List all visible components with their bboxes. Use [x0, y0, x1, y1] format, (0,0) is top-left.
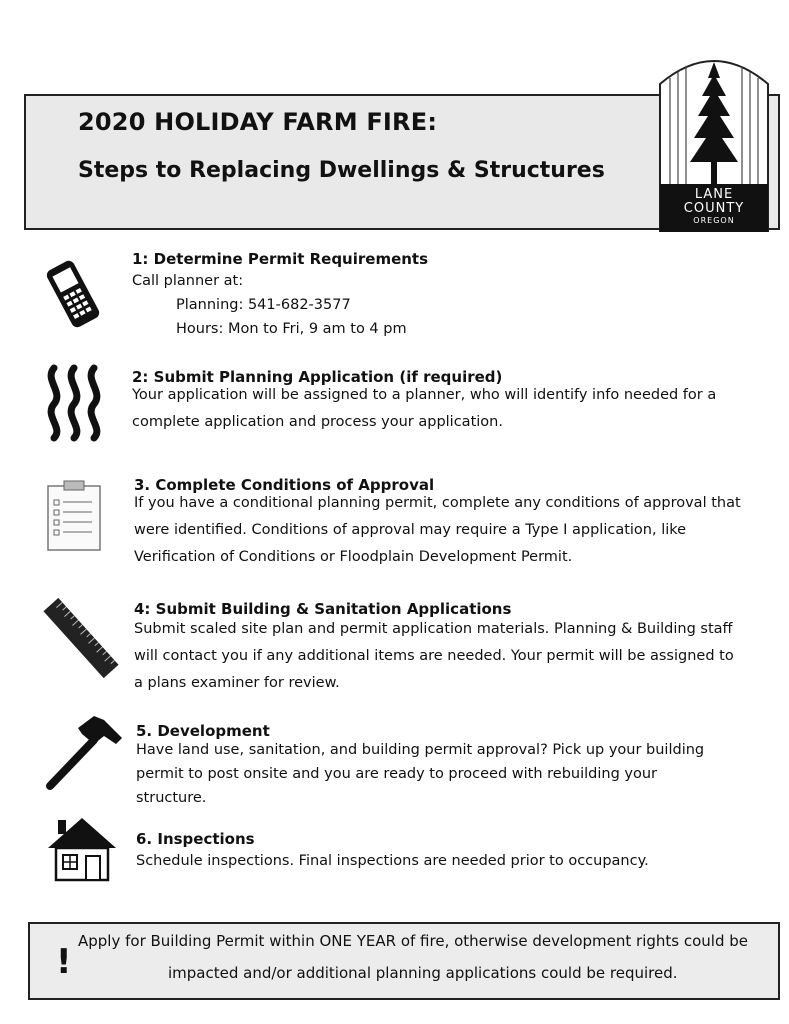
step-3-line: If you have a conditional planning permit, complete any conditions of approval that: [134, 495, 741, 511]
step-3-title: 3. Complete Conditions of Approval: [134, 476, 435, 494]
logo-oregon: OREGON: [693, 216, 735, 225]
step-5-line: permit to post onsite and you are ready to proceed with rebuilding your: [136, 766, 658, 782]
warning-mark: !: [56, 942, 72, 982]
step-5-title: 5. Development: [136, 722, 270, 740]
page-title: 2020 HOLIDAY FARM FIRE:: [78, 108, 438, 136]
step-6-title: 6. Inspections: [136, 830, 255, 848]
step-6-line: Schedule inspections. Final inspections are needed prior to occupancy.: [136, 853, 649, 869]
step-4-line: Submit scaled site plan and permit application materials. Planning & Building staff: [134, 621, 733, 637]
step-3-line: Verification of Conditions or Floodplain Development Permit.: [134, 549, 573, 565]
step-4-line: a plans examiner for review.: [134, 675, 340, 691]
house-icon: [46, 814, 118, 884]
planning-hours: Hours: Mon to Fri, 9 am to 4 pm: [176, 321, 407, 337]
lane-county-logo: [658, 44, 770, 232]
step-1-title: 1: Determine Permit Requirements: [132, 250, 429, 268]
heat-waves-icon: [40, 362, 108, 442]
deadline-notice: [28, 922, 780, 1000]
notice-line-1: Apply for Building Permit within ONE YEAR of fire, otherwise development rights could be: [78, 932, 748, 950]
step-2-line: complete application and process your application.: [132, 414, 503, 430]
page-subtitle: Steps to Replacing Dwellings & Structures: [78, 158, 605, 183]
logo-lane: LANE: [694, 187, 734, 202]
logo-county: COUNTY: [683, 201, 745, 216]
notice-line-2: impacted and/or additional planning applications could be required.: [168, 964, 678, 982]
step-3-line: were identified. Conditions of approval may require a Type I application, like: [134, 522, 687, 538]
hammer-icon: [42, 714, 124, 792]
ruler-icon: [40, 596, 122, 680]
step-5-line: Have land use, sanitation, and building permit approval? Pick up your building: [136, 742, 705, 758]
planning-phone: Planning: 541-682-3577: [176, 297, 351, 313]
checklist-clipboard-icon: [44, 478, 104, 554]
step-4-line: will contact you if any additional items are needed. Your permit will be assigned to: [134, 648, 734, 664]
step-2-title: 2: Submit Planning Application (if required): [132, 368, 503, 386]
step-5-line: structure.: [136, 790, 207, 806]
cell-phone-icon: [42, 258, 104, 330]
step-4-title: 4: Submit Building & Sanitation Applications: [134, 600, 512, 618]
step-1-line: Call planner at:: [132, 273, 244, 289]
step-2-line: Your application will be assigned to a planner, who will identify info needed for a: [132, 387, 717, 403]
